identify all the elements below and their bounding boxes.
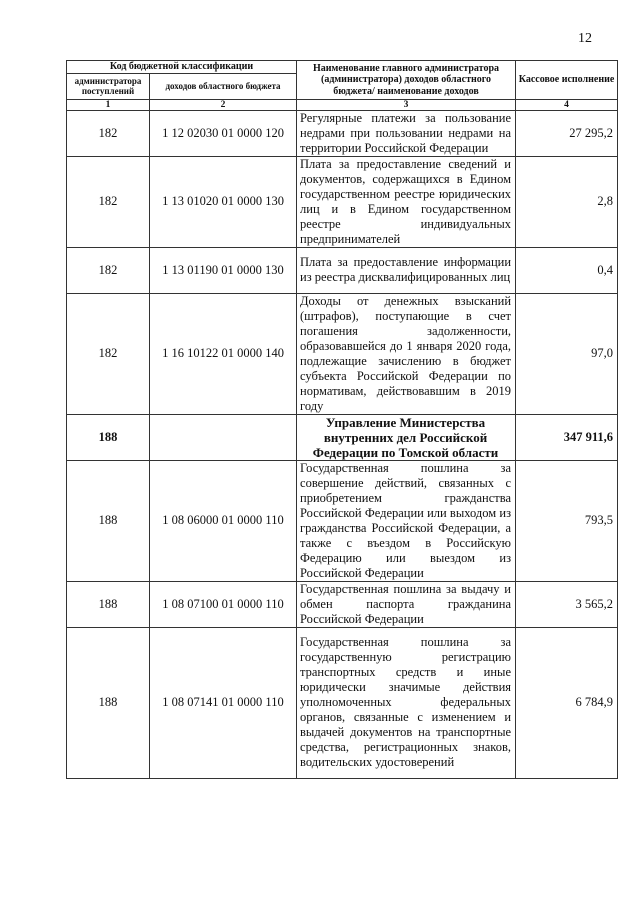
table-row bbox=[67, 460, 618, 581]
income-name-cell: Регулярные платежи за пользование недрами при пользовании недрами на территории Российской Федерации bbox=[297, 110, 516, 156]
amount-cell: 793,5 bbox=[516, 460, 618, 581]
income-code-cell: 1 08 06000 01 0000 110 bbox=[150, 460, 297, 581]
header-name: Наименование главного администратора (администратора) доходов областного бюджета/ наименование доходов bbox=[297, 61, 516, 100]
header-admin: администратора поступлений bbox=[67, 73, 150, 99]
admin-code-cell: 188 bbox=[67, 460, 150, 581]
amount-cell: 27 295,2 bbox=[516, 110, 618, 156]
income-name-cell: Государственная пошлина за выдачу и обмен паспорта гражданина Российской Федерации bbox=[297, 581, 516, 627]
column-number: 4 bbox=[516, 99, 618, 110]
income-code-cell bbox=[150, 414, 297, 460]
amount-cell: 0,4 bbox=[516, 247, 618, 293]
income-name-cell: Государственная пошлина за государственную регистрацию транспортных средств и иные юридически значимые действия уполномоченных федеральных органов, связанные с изменением и выдачей документов на транспортные средства, регистрационных знаков, водительских удостоверений bbox=[297, 627, 516, 778]
income-code-cell: 1 16 10122 01 0000 140 bbox=[150, 293, 297, 414]
header-amount: Кассовое исполнение bbox=[516, 61, 618, 100]
table-row bbox=[67, 627, 618, 778]
income-code-cell: 1 08 07141 01 0000 110 bbox=[150, 627, 297, 778]
income-name-cell: Доходы от денежных взысканий (штрафов), поступающие в счет погашения задолженности, образовавшейся до 1 января 2020 года, подлежащие зачислению в бюджет субъекта Российской Федерации по нормативам, действовавшим в 2019 году bbox=[297, 293, 516, 414]
table-row bbox=[67, 293, 618, 414]
amount-cell: 97,0 bbox=[516, 293, 618, 414]
income-code-cell: 1 08 07100 01 0000 110 bbox=[150, 581, 297, 627]
amount-cell: 3 565,2 bbox=[516, 581, 618, 627]
income-name-cell: Плата за предоставление сведений и документов, содержащихся в Едином государственном реестре юридических лиц и в Едином государственном реестре индивидуальных предпринимателей bbox=[297, 156, 516, 247]
budget-income-table bbox=[66, 60, 618, 779]
header-income-code: доходов областного бюджета bbox=[150, 73, 297, 99]
table-row bbox=[67, 110, 618, 156]
header-classification-code: Код бюджетной классификации bbox=[67, 61, 297, 74]
table-row bbox=[67, 247, 618, 293]
income-code-cell: 1 13 01190 01 0000 130 bbox=[150, 247, 297, 293]
administrator-name-cell: Управление Министерства внутренних дел Российской Федерации по Томской области bbox=[297, 414, 516, 460]
table-row bbox=[67, 581, 618, 627]
admin-code-cell: 182 bbox=[67, 156, 150, 247]
column-number: 2 bbox=[150, 99, 297, 110]
admin-code-cell: 182 bbox=[67, 110, 150, 156]
income-code-cell: 1 13 01020 01 0000 130 bbox=[150, 156, 297, 247]
admin-code-cell: 182 bbox=[67, 293, 150, 414]
column-number: 3 bbox=[297, 99, 516, 110]
column-number: 1 bbox=[67, 99, 150, 110]
income-name-cell: Плата за предоставление информации из реестра дисквалифицированных лиц bbox=[297, 247, 516, 293]
admin-code-cell: 188 bbox=[67, 627, 150, 778]
amount-cell: 6 784,9 bbox=[516, 627, 618, 778]
admin-code-cell: 182 bbox=[67, 247, 150, 293]
amount-cell: 347 911,6 bbox=[516, 414, 618, 460]
admin-code-cell: 188 bbox=[67, 581, 150, 627]
admin-code-cell: 188 bbox=[67, 414, 150, 460]
income-code-cell: 1 12 02030 01 0000 120 bbox=[150, 110, 297, 156]
income-name-cell: Государственная пошлина за совершение действий, связанных с приобретением гражданства Российской Федерации или выходом из гражданства Российской Федерации, а также с въездом в Российскую Федерацию или выездом из Российской Федерации bbox=[297, 460, 516, 581]
table-row bbox=[67, 414, 618, 460]
table-row bbox=[67, 156, 618, 247]
amount-cell: 2,8 bbox=[516, 156, 618, 247]
page-number: 12 bbox=[578, 31, 592, 46]
